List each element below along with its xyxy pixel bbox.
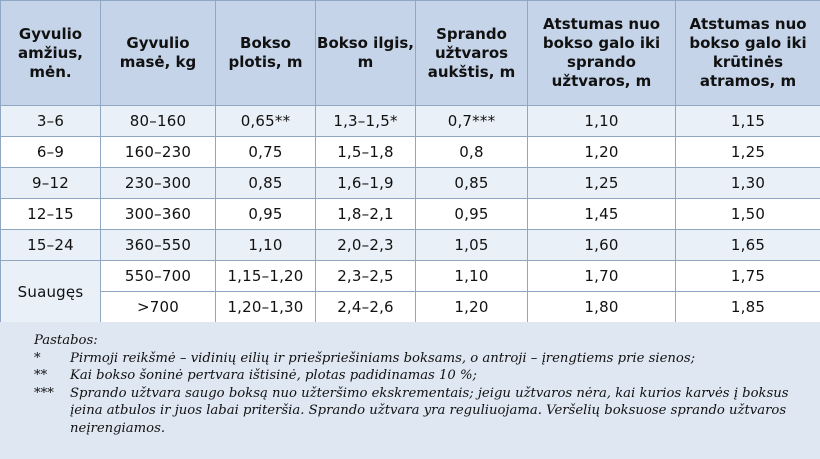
table-cell: 1,30 — [676, 168, 820, 199]
table-cell: 1,6–1,9 — [316, 168, 416, 199]
table-cell: 1,45 — [528, 199, 676, 230]
note-item — [34, 350, 820, 368]
header-distance-brisket: Atstumas nuo bokso galo iki krūtinės atramos, m — [676, 1, 820, 106]
table-cell: 1,20 — [416, 292, 528, 323]
table-cell: 1,15–1,20 — [216, 261, 316, 292]
table-cell: 1,70 — [528, 261, 676, 292]
header-age: Gyvulio amžius, mėn. — [1, 1, 101, 106]
table-cell: 300–360 — [101, 199, 216, 230]
table-row — [1, 230, 820, 261]
note-text: Pirmoji reikšmė – vidinių eilių ir priešpriešiniams boksams, o antroji – įrengtiems prie sienos; — [70, 350, 696, 366]
table-cell: 1,10 — [416, 261, 528, 292]
table-cell: 0,95 — [216, 199, 316, 230]
table-cell: 15–24 — [1, 230, 101, 261]
table-row — [1, 106, 820, 137]
table-cell: 0,65** — [216, 106, 316, 137]
table-cell: 230–300 — [101, 168, 216, 199]
table-cell: 0,95 — [416, 199, 528, 230]
table-cell: 0,85 — [416, 168, 528, 199]
table-cell: 1,60 — [528, 230, 676, 261]
table-cell: 6–9 — [1, 137, 101, 168]
table-cell: 80–160 — [101, 106, 216, 137]
note-item — [34, 367, 820, 385]
header-stall-width: Bokso plotis, m — [216, 1, 316, 106]
notes-section — [0, 322, 820, 459]
table-cell: 12–15 — [1, 199, 101, 230]
table-cell: 0,8 — [416, 137, 528, 168]
table-cell: 1,75 — [676, 261, 820, 292]
table-cell: 1,80 — [528, 292, 676, 323]
table-cell: >700 — [101, 292, 216, 323]
table-cell: 160–230 — [101, 137, 216, 168]
note-text: Sprando užtvara saugo boksą nuo užteršimo ekskrementais; jeigu užtvaros nėra, kai kurios karvės į boksus įeina atbulos ir juos labai priteršia. Sprando užtvara yra reguliuojama. Veršelių boksuose sprando užtvaros neįrengiamos. — [70, 385, 789, 436]
table-row — [1, 199, 820, 230]
table-cell: 550–700 — [101, 261, 216, 292]
table-row — [1, 292, 820, 323]
table-cell: 1,20 — [528, 137, 676, 168]
note-item — [34, 385, 820, 438]
table-header-row — [1, 1, 820, 106]
table-cell: 1,65 — [676, 230, 820, 261]
table-row — [1, 137, 820, 168]
table-cell: 1,50 — [676, 199, 820, 230]
table-cell: 1,3–1,5* — [316, 106, 416, 137]
table-cell: 1,85 — [676, 292, 820, 323]
table-cell: 1,25 — [528, 168, 676, 199]
table-cell: 1,15 — [676, 106, 820, 137]
table-cell: 1,20–1,30 — [216, 292, 316, 323]
table-row — [1, 261, 820, 292]
table-cell: 1,25 — [676, 137, 820, 168]
table-cell: 2,0–2,3 — [316, 230, 416, 261]
note-text: Kai bokso šoninė pertvara ištisinė, plotas padidinamas 10 %; — [70, 368, 477, 383]
header-stall-length: Bokso ilgis, m — [316, 1, 416, 106]
table-cell: 0,85 — [216, 168, 316, 199]
table-cell-adult: Suaugęs — [1, 261, 101, 323]
table-row — [1, 168, 820, 199]
table-cell: 0,7*** — [416, 106, 528, 137]
note-mark: *** — [34, 385, 54, 401]
table-cell: 2,3–2,5 — [316, 261, 416, 292]
table-cell: 1,10 — [528, 106, 676, 137]
header-neck-rail-height: Sprando užtvaros aukštis, m — [416, 1, 528, 106]
note-mark: ** — [34, 368, 48, 383]
table-cell: 0,75 — [216, 137, 316, 168]
table-cell: 9–12 — [1, 168, 101, 199]
table-cell: 2,4–2,6 — [316, 292, 416, 323]
table-cell: 3–6 — [1, 106, 101, 137]
header-mass: Gyvulio masė, kg — [101, 1, 216, 106]
table-cell: 360–550 — [101, 230, 216, 261]
table-cell: 1,10 — [216, 230, 316, 261]
table-cell: 1,5–1,8 — [316, 137, 416, 168]
table-cell: 1,05 — [416, 230, 528, 261]
notes-title: Pastabos: — [34, 333, 98, 348]
note-mark: * — [34, 350, 41, 366]
header-distance-neck-rail: Atstumas nuo bokso galo iki sprando užtvaros, m — [528, 1, 676, 106]
table-cell: 1,8–2,1 — [316, 199, 416, 230]
